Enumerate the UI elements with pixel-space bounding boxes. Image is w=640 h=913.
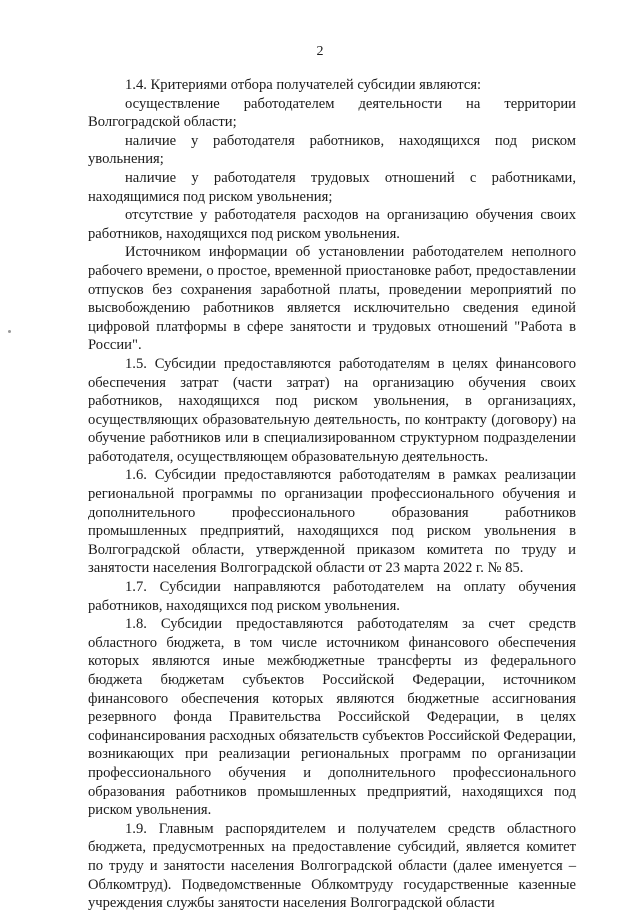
paragraph-1-7: 1.7. Субсидии направляются работодателем на оплату обучения работников, находящихся под риском увольнения.	[88, 579, 576, 614]
criterion-no-training-costs: отсутствие у работодателя расходов на организацию обучения своих работников, находящихся под риском увольнения.	[88, 207, 576, 242]
page-number: 2	[316, 44, 324, 59]
criterion-labor-relations: наличие у работодателя трудовых отношений с работниками, находящимися под риском увольнения;	[88, 169, 576, 205]
criterion-employees-at-risk: наличие у работодателя работников, находящихся под риском увольнения;	[88, 132, 576, 168]
paragraph-1-8: 1.8. Субсидии предоставляются работодателям за счет средств областного бюджета, в том числе источником финансового обеспечения которых являются иные межбюджетные трансферты из федерального бюджета бюджетам субъектов Российской Федерации, источником финансового обеспечения которых являются бюджетные ассигнования резервного фонда Правительства Российской Федерации, в целях софинансирования расходных обязательств субъектов Российской Федерации, возникающих при реализации региональных программ по организации профессионального обучения и дополнительного профессионального образования работников промышленных предприятий, находящихся под риском увольнения.	[88, 616, 576, 819]
paragraph-1-9: 1.9. Главным распорядителем и получателем средств областного бюджета, предусмотренных на предоставление субсидий, является комитет по труду и занятости населения Волгоградской области (далее именуется – Облкомтруд). Подведомственные Облкомтруду государственные казенные учреждения службы занятости населения Волгоградской области	[88, 820, 576, 912]
scan-dot	[8, 330, 11, 333]
document-body	[88, 76, 576, 913]
information-source-paragraph: Источником информации об установлении работодателем неполного рабочего времени, о простое, временной приостановке работ, предоставлении отпусков без сохранения заработной платы, проведении мероприятий по высвобождению работников является исключительно сведения единой цифровой платформы в сфере занятости и трудовых отношений "Работа в России".	[88, 244, 576, 354]
paragraph-1-4-heading: 1.4. Критериями отбора получателей субсидии являются:	[125, 77, 482, 93]
criterion-territory: осуществление работодателем деятельности на территории Волгоградской области;	[88, 95, 576, 131]
paragraph-1-6: 1.6. Субсидии предоставляются работодателям в рамках реализации региональной программы по организации профессионального обучения и дополнительного профессионального образования работников промышленных предприятий, находящихся под риском увольнения в Волгоградской области, утвержденной приказом комитета по труду и занятости населения Волгоградской области от 23 марта 2022 г. № 85.	[88, 467, 576, 577]
paragraph-1-5: 1.5. Субсидии предоставляются работодателям в целях финансового обеспечения затрат (части затрат) на организацию обучения своих работников, находящихся под риском увольнения, в организациях, осуществляющих образовательную деятельность, по контракту (договору) на обучение работников или в специализированном структурном подразделении работодателя, осуществляющем образовательную деятельность.	[88, 355, 576, 465]
